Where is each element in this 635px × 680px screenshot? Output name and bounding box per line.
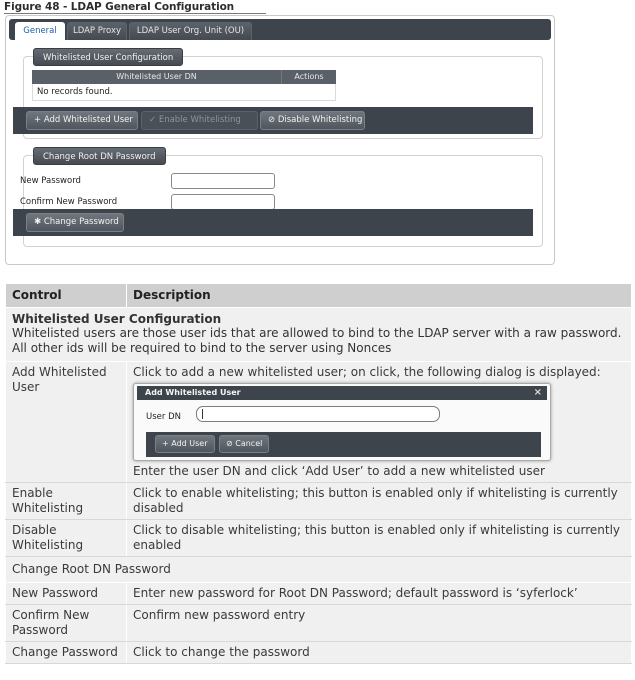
row-control: Enable Whitelisting bbox=[6, 483, 127, 520]
header-description: Description bbox=[127, 284, 632, 308]
table-header-row bbox=[6, 284, 632, 308]
column-header-actions: Actions bbox=[294, 72, 324, 81]
row-description-cell bbox=[127, 362, 632, 483]
new-password-input[interactable] bbox=[171, 173, 275, 189]
root-password-group-legend: Change Root DN Password bbox=[33, 147, 166, 165]
section-body-whitelist: Whitelisted users are those user ids that are allowed to bind to the LDAP server with a raw password. All other ids will be required to bind to the server using Nonces bbox=[12, 326, 622, 355]
dialog-toolbar bbox=[146, 432, 541, 457]
row-control: Add Whitelisted User bbox=[6, 362, 127, 483]
section-cell-whitelist bbox=[6, 308, 632, 362]
section-title-whitelist: Whitelisted User Configuration bbox=[12, 312, 222, 326]
row-description: Click to disable whitelisting; this button is enabled only if whitelisting is currently enabled bbox=[127, 520, 632, 557]
row-description: Enter new password for Root DN Password; default password is ‘syferlock’ bbox=[127, 583, 632, 605]
ldap-config-panel bbox=[5, 15, 555, 265]
section-cell-root-password bbox=[6, 557, 632, 583]
section-row-whitelist bbox=[6, 308, 632, 362]
whitelist-table-header bbox=[32, 70, 336, 84]
disable-whitelisting-button[interactable]: ⊘ Disable Whitelisting bbox=[260, 111, 365, 130]
row-description: Click to enable whitelisting; this button is enabled only if whitelisting is currently disabled bbox=[127, 483, 632, 520]
caption-rule bbox=[4, 13, 266, 14]
add-user-button[interactable]: + Add User bbox=[155, 435, 215, 453]
figure-caption: Figure 48 - LDAP General Configuration bbox=[4, 1, 235, 13]
table-row bbox=[6, 642, 632, 664]
row-control: Change Password bbox=[6, 642, 127, 664]
text-caret bbox=[202, 409, 203, 419]
row-control: Confirm New Password bbox=[6, 605, 127, 642]
table-row bbox=[6, 483, 632, 520]
dialog-title: Add Whitelisted User bbox=[145, 388, 241, 397]
change-password-button[interactable]: ✱ Change Password bbox=[26, 213, 124, 232]
tab-bar bbox=[9, 19, 551, 40]
new-password-label: New Password bbox=[20, 176, 81, 186]
user-dn-input[interactable] bbox=[196, 406, 440, 422]
header-control: Control bbox=[6, 284, 127, 308]
whitelist-toolbar bbox=[13, 107, 533, 134]
cancel-button[interactable]: ⊘ Cancel bbox=[219, 435, 269, 453]
tab-general[interactable]: General bbox=[15, 22, 65, 40]
table-row bbox=[6, 605, 632, 642]
row-description: Confirm new password entry bbox=[127, 605, 632, 642]
tab-ldap-user-ou[interactable]: LDAP User Org. Unit (OU) bbox=[129, 22, 252, 40]
row-description: Click to change the password bbox=[127, 642, 632, 664]
control-description-table bbox=[5, 283, 632, 664]
whitelist-group-legend: Whitelisted User Configuration bbox=[33, 48, 183, 66]
table-row bbox=[6, 520, 632, 557]
close-icon[interactable]: × bbox=[533, 387, 542, 398]
row-description: Click to add a new whitelisted user; on click, the following dialog is displayed: bbox=[133, 365, 601, 379]
whitelist-empty-row: No records found. bbox=[32, 84, 336, 101]
user-dn-label: User DN bbox=[146, 412, 181, 422]
add-whitelisted-user-dialog bbox=[133, 383, 551, 461]
table-row bbox=[6, 362, 632, 483]
confirm-password-input[interactable] bbox=[171, 194, 275, 210]
row-control: Disable Whitelisting bbox=[6, 520, 127, 557]
row-control: New Password bbox=[6, 583, 127, 605]
table-row bbox=[6, 583, 632, 605]
section-title-root-password: Change Root DN Password bbox=[12, 562, 171, 576]
add-whitelisted-user-button[interactable]: + Add Whitelisted User bbox=[26, 111, 138, 130]
root-password-toolbar bbox=[13, 209, 533, 236]
tab-ldap-proxy[interactable]: LDAP Proxy bbox=[67, 22, 127, 40]
row-description-after: Enter the user DN and click ‘Add User’ to add a new whitelisted user bbox=[133, 464, 545, 478]
section-row-root-password bbox=[6, 557, 632, 583]
confirm-password-label: Confirm New Password bbox=[20, 197, 118, 207]
enable-whitelisting-button[interactable]: ✓ Enable Whitelisting bbox=[141, 111, 258, 130]
dialog-title-bar bbox=[137, 386, 547, 400]
column-header-user-dn[interactable]: Whitelisted User DN bbox=[32, 70, 282, 84]
